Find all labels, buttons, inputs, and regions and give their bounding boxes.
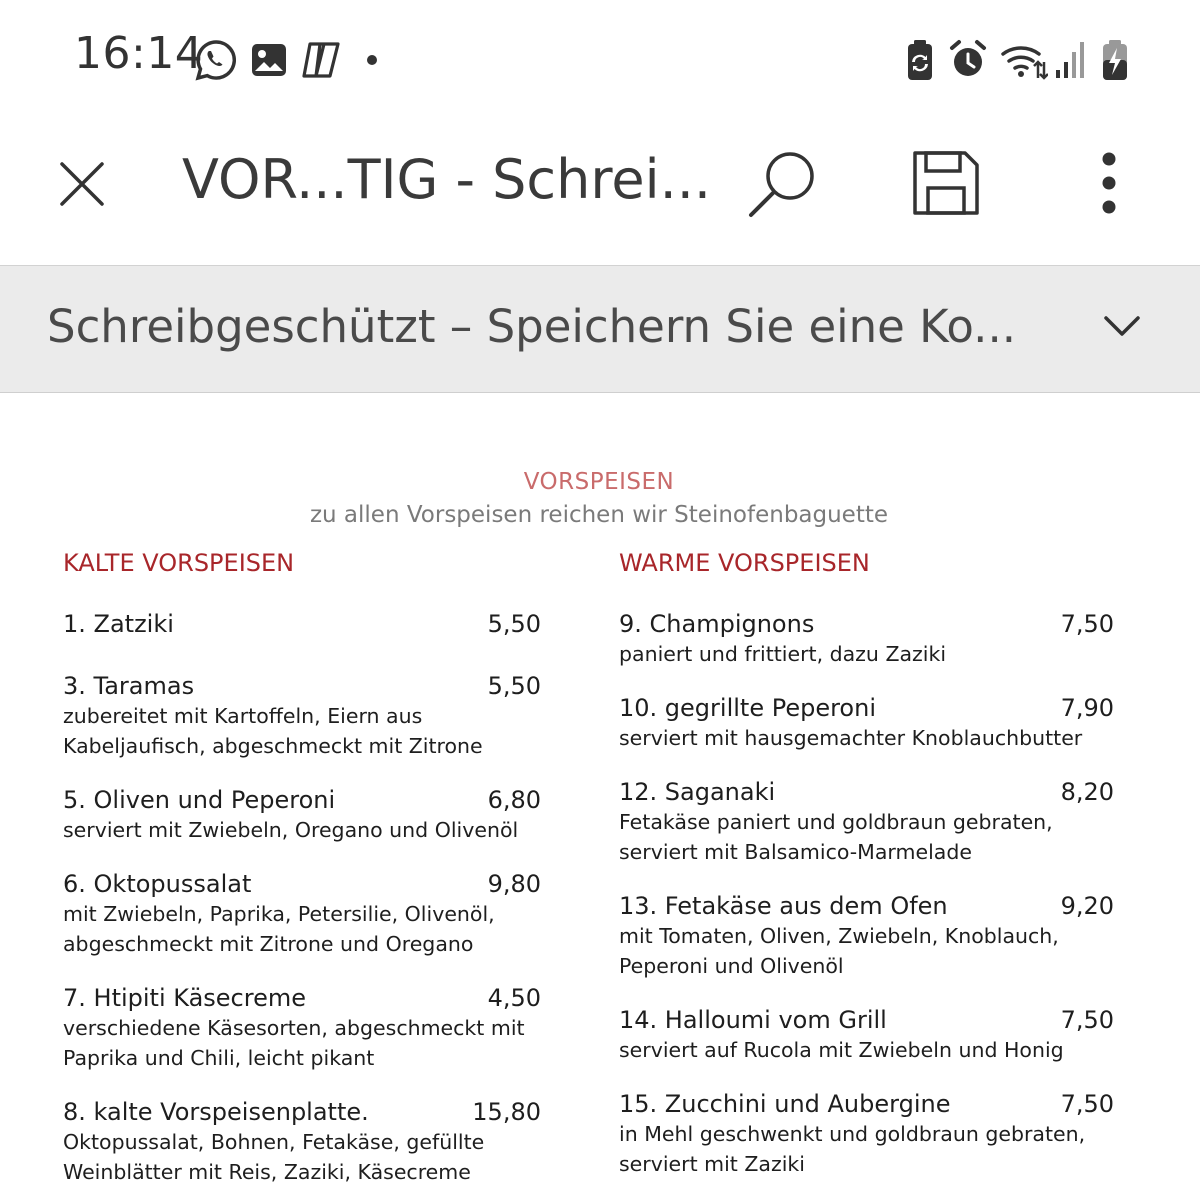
menu-item-description (619, 639, 1114, 669)
description-line: serviert mit Zwiebeln, Oregano und Olivenöl (63, 818, 519, 842)
alarm-icon (948, 38, 988, 82)
menu-item-price: 9,20 (1060, 892, 1114, 920)
menu-item (619, 890, 1114, 981)
menu-item-name: 7. Htipiti Käsecreme (63, 984, 306, 1012)
description-line: Kabeljaufisch, abgeschmeckt mit Zitrone (63, 734, 483, 758)
menu-item-name: 15. Zucchini und Aubergine (619, 1090, 951, 1118)
menu-item-price: 9,80 (487, 870, 541, 898)
menu-item-header (619, 890, 1114, 922)
search-icon[interactable] (746, 148, 818, 220)
description-line: Weinblätter mit Reis, Zaziki, Käsecreme (63, 1160, 471, 1184)
menu-item-name: 8. kalte Vorspeisenplatte. (63, 1098, 369, 1126)
menu-item-header (63, 784, 541, 816)
app-bar (0, 118, 1200, 264)
menu-item-price: 5,50 (487, 610, 541, 638)
menu-item (63, 982, 541, 1073)
status-bar (0, 0, 1200, 118)
menu-item (63, 868, 541, 959)
close-icon[interactable] (58, 160, 106, 208)
menu-item-header (63, 608, 541, 640)
read-only-banner-text: Schreibgeschützt – Speichern Sie eine Ko... (47, 300, 1017, 353)
menu-item-name: 10. gegrillte Peperoni (619, 694, 876, 722)
menu-item (63, 670, 541, 761)
menu-item-header (619, 776, 1114, 808)
menu-item-description (63, 1013, 541, 1073)
menu-item-name: 12. Saganaki (619, 778, 776, 806)
menu-item (63, 1096, 541, 1187)
description-line: serviert mit Balsamico-Marmelade (619, 840, 972, 864)
description-line: Oktopussalat, Bohnen, Fetakäse, gefüllte (63, 1130, 485, 1154)
menu-item-description (619, 1035, 1114, 1065)
menu-item-description (63, 1127, 541, 1187)
menu-item (63, 608, 541, 640)
cold-starters-column (63, 548, 541, 1200)
menu-item-description (619, 921, 1114, 981)
menu-item (619, 608, 1114, 669)
description-line: Peperoni und Olivenöl (619, 954, 844, 978)
menu-item-header (619, 608, 1114, 640)
gallery-icon (250, 38, 288, 82)
menu-item-description (619, 1119, 1114, 1179)
menu-item (619, 776, 1114, 867)
description-line: Fetakäse paniert und goldbraun gebraten, (619, 810, 1053, 834)
battery-saver-icon (906, 38, 934, 82)
document-page[interactable] (0, 393, 1200, 1200)
signal-icon (1054, 38, 1088, 82)
menu-item-header (619, 1088, 1114, 1120)
description-line: abgeschmeckt mit Zitrone und Oregano (63, 932, 474, 956)
menu-item-price: 7,90 (1060, 694, 1114, 722)
menu-item (619, 1088, 1114, 1179)
menu-item (63, 784, 541, 845)
document-title: VOR...TIG - Schrei... (182, 148, 712, 211)
menu-item-name: 6. Oktopussalat (63, 870, 252, 898)
description-line: in Mehl geschwenkt und goldbraun gebraten, (619, 1122, 1086, 1146)
menu-item-price: 8,20 (1060, 778, 1114, 806)
description-line: serviert mit hausgemachter Knoblauchbutter (619, 726, 1083, 750)
menu-item (619, 1004, 1114, 1065)
menu-item-header (619, 692, 1114, 724)
menu-item-description (63, 701, 541, 761)
description-line: Paprika und Chili, leicht pikant (63, 1046, 375, 1070)
section-title: KALTE VORSPEISEN (63, 549, 295, 577)
menu-item-name: 14. Halloumi vom Grill (619, 1006, 887, 1034)
menu-item-price: 7,50 (1060, 1006, 1114, 1034)
menu-item (619, 692, 1114, 753)
description-line: verschiedene Käsesorten, abgeschmeckt mit (63, 1016, 525, 1040)
read-only-banner[interactable] (0, 265, 1200, 394)
notification-dot-icon (364, 38, 380, 82)
menu-item-price: 5,50 (487, 672, 541, 700)
description-line: mit Tomaten, Oliven, Zwiebeln, Knoblauch, (619, 924, 1059, 948)
menu-item-price: 7,50 (1060, 610, 1114, 638)
menu-item-header (63, 868, 541, 900)
menu-subheading: zu allen Vorspeisen reichen wir Steinofenbaguette (309, 502, 889, 528)
warm-starters-column (619, 548, 1114, 1200)
battery-charging-icon (1100, 38, 1130, 82)
menu-item-price: 7,50 (1060, 1090, 1114, 1118)
description-line: paniert und frittiert, dazu Zaziki (619, 642, 947, 666)
description-line: zubereitet mit Kartoffeln, Eiern aus (63, 704, 423, 728)
description-line: serviert mit Zaziki (619, 1152, 805, 1176)
wifi-icon (1000, 38, 1048, 82)
menu-item-header (63, 982, 541, 1014)
more-vert-icon[interactable] (1094, 152, 1124, 214)
section-title: WARME VORSPEISEN (619, 549, 870, 577)
menu-item-description (619, 723, 1114, 753)
menu-item-price: 6,80 (487, 786, 541, 814)
status-time: 16:14 (74, 28, 204, 79)
menu-item-header (63, 670, 541, 702)
menu-item-name: 9. Champignons (619, 610, 815, 638)
menu-item-name: 13. Fetakäse aus dem Ofen (619, 892, 948, 920)
description-line: serviert auf Rucola mit Zwiebeln und Honig (619, 1038, 1064, 1062)
whatsapp-icon (194, 38, 238, 82)
menu-item-price: 4,50 (487, 984, 541, 1012)
description-line: mit Zwiebeln, Paprika, Petersilie, Olivenöl, (63, 902, 495, 926)
copilot-icon (300, 38, 344, 82)
menu-item-description (63, 815, 541, 845)
menu-item-name: 3. Taramas (63, 672, 195, 700)
menu-item-name: 5. Oliven und Peperoni (63, 786, 336, 814)
menu-item-name: 1. Zatziki (63, 610, 174, 638)
menu-heading: VORSPEISEN (523, 469, 675, 495)
menu-item-description (619, 807, 1114, 867)
menu-item-description (63, 899, 541, 959)
menu-item-header (619, 1004, 1114, 1036)
menu-item-price: 15,80 (472, 1098, 541, 1126)
chevron-down-icon[interactable] (1100, 312, 1144, 340)
save-icon[interactable] (912, 150, 980, 216)
menu-item-header (63, 1096, 541, 1128)
